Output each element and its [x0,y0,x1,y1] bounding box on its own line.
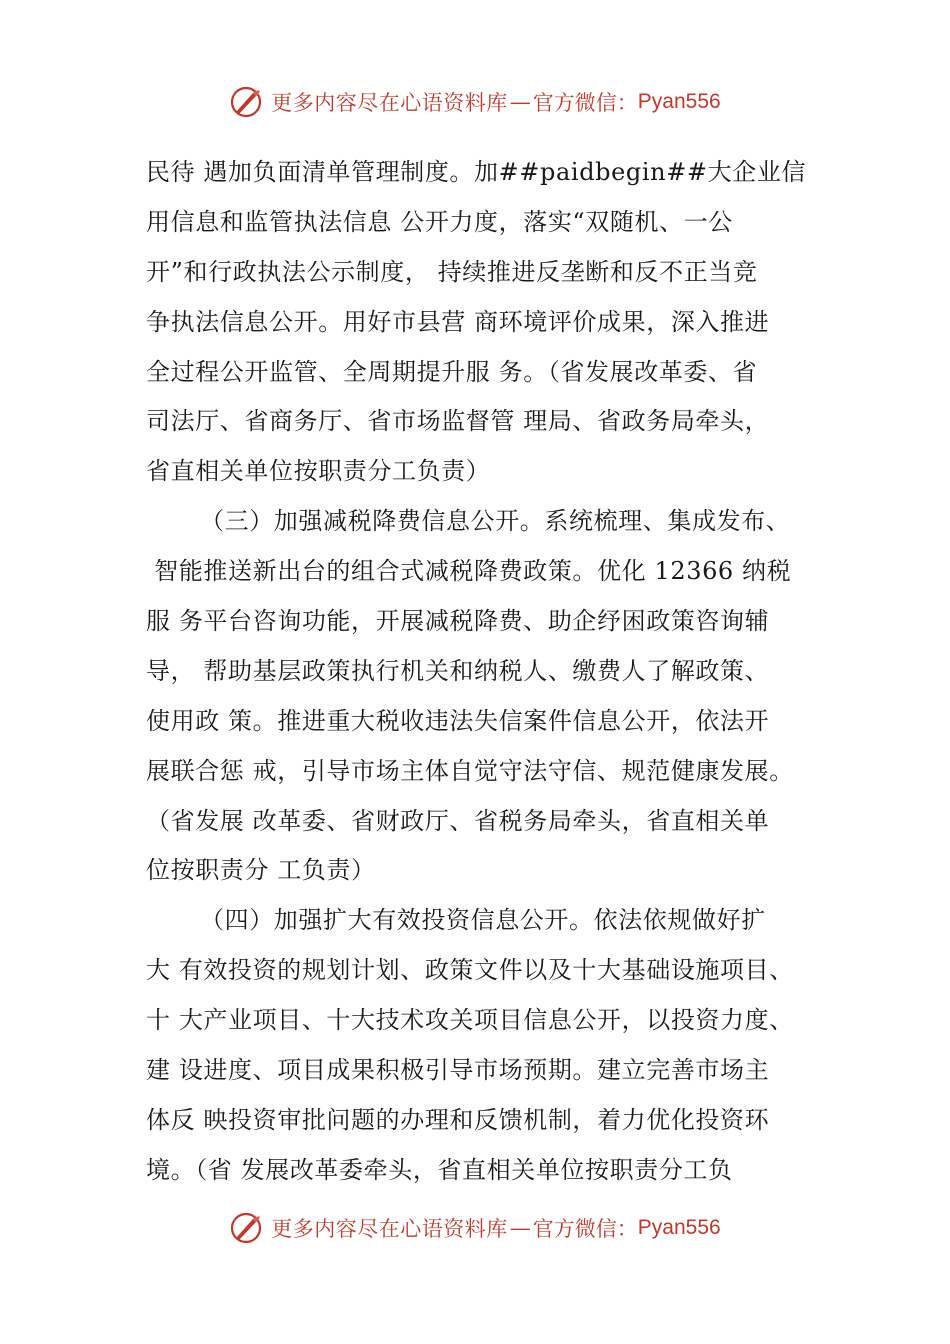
banner-text: 更多内容尽在心语资料库 [271,91,508,115]
text-line: 用信息和监管执法信息 公开力度，落实“双随机、一公 [146,207,733,236]
text-line: 全过程公开监管、全周期提升服 务。（省发展改革委、省 [146,357,758,386]
text-line: （省发展 改革委、省财政厅、省税务局牵头，省直相关单 [146,806,770,835]
text-line: 司法厅、省商务厅、省市场监督管 理局、省政务局牵头， [146,407,770,436]
footer-banner [0,1208,950,1248]
banner-wechat-id: Pyan556 [637,1216,721,1239]
banner-label: 官方微信： [532,1217,638,1241]
text-line: 争执法信息公开。用好市县营 商环境评价成果，深入推进 [146,307,770,336]
document-body [146,148,826,1196]
text-line: 省直相关单位按职责分工负责） [146,457,491,486]
banner-separator: — [509,90,531,114]
paragraph-heading: （四）加强扩大有效投资信息公开。依法依规做好扩 [200,906,766,935]
banner-label: 官方微信： [532,91,638,115]
quill-pen-logo-icon [229,85,263,119]
banner-wechat-id: Pyan556 [637,90,721,113]
text-line: 位按职责分 工负责） [146,856,376,885]
text-line: 境。（省 发展改革委牵头，省直相关单位按职责分工负 [146,1155,733,1184]
header-banner [0,82,950,122]
banner-separator: — [509,1216,531,1240]
text-line: 导， 帮助基层政策执行机关和纳税人、缴费人了解政策、 [146,656,770,685]
text-line: 体反 映投资审批问题的办理和反馈机制，着力优化投资环 [146,1105,770,1134]
text-line: 智能推送新出台的组合式减税降费政策。优化 12366 纳税 [146,557,792,586]
text-line: 使用政 策。推进重大税收违法失信案件信息公开，依法开 [146,706,770,735]
text-line: 服 务平台咨询功能，开展减税降费、助企纾困政策咨询辅 [146,607,770,636]
text-line: 大 有效投资的规划计划、政策文件以及十大基础设施项目、 [146,956,794,985]
text-line: 建 设进度、项目成果积极引导市场预期。建立完善市场主 [146,1056,770,1085]
text-line: 十 大产业项目、十大技术攻关项目信息公开，以投资力度、 [146,1006,794,1035]
text-line: 民待 遇加负面清单管理制度。加##paidbegin##大企业信 [146,158,807,186]
quill-pen-logo-icon [229,1211,263,1245]
paragraph-heading: （三）加强减税降费信息公开。系统梳理、集成发布、 [200,507,791,536]
text-line: 展联合惩 戒，引导市场主体自觉守法守信、规范健康发展。 [146,756,794,785]
banner-text: 更多内容尽在心语资料库 [271,1217,508,1241]
text-line: 开”和行政执法公示制度， 持续推进反垄断和反不正当竞 [146,257,758,286]
